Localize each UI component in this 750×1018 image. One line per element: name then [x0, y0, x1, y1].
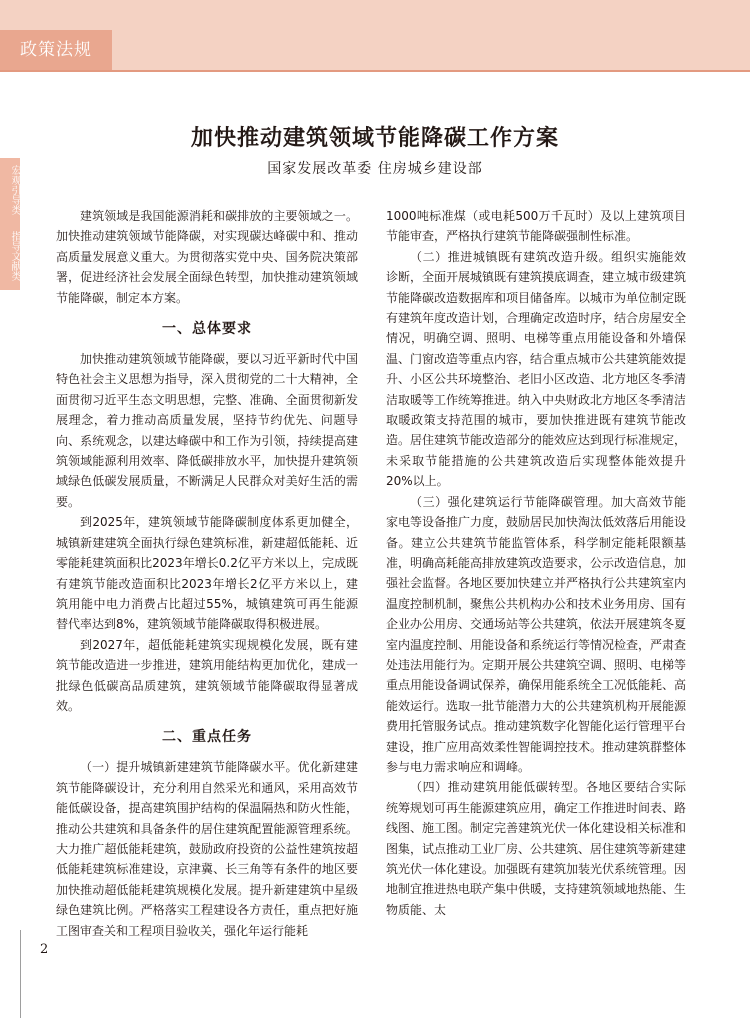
task-3-lead: （三）强化建筑运行节能降碳管理。	[410, 494, 612, 509]
section-label[interactable]: 政策法规	[0, 30, 112, 70]
task-1-lead: （一）提升城镇新建建筑节能降碳水平。	[80, 760, 298, 775]
task-4-paragraph	[386, 777, 686, 920]
task-2-body: 组织实施能效诊断，全面开展城镇既有建筑摸底调查，建立城市级建筑节能降碳改造数据库和项目储备库。以城市为单位制定既有建筑年度改造计划，合理确定改造时序，结合房屋安全情况，明确空调、照明、电梯等重点用能设备和外墙保温、门窗改造等重点内容，结合重点城市公共建筑能效提升、小区公共环境整治、老旧小区改造、北方地区冬季清洁取暖等工作统筹推进。纳入中央财政北方地区冬季清洁取暖政策支持范围的城市，要加快推进既有建筑节能改造。居住建筑节能改造部分的能效应达到现行标准规定，未采取节能措施的公共建筑改造后实现整体能效提升20%以上。	[386, 249, 686, 489]
side-tab-macro[interactable]: 宏观引导类	[0, 158, 20, 222]
task-1-continuation: 1000吨标准煤（或电耗500万千瓦时）及以上建筑项目节能审查，严格执行建筑节能降碳强制性标准。	[386, 209, 686, 244]
task-1-paragraph	[56, 757, 358, 941]
intro-paragraph: 建筑领域是我国能源消耗和碳排放的主要领域之一。加快推动建筑领域节能降碳，对实现碳达峰碳中和、推动高质量发展意义重大。为贯彻落实党中央、国务院决策部署，促进经济社会发展全面绿色转型，加快推动建筑领域节能降碳，制定本方案。	[56, 209, 358, 305]
task-4-body: 各地区要结合实际统筹规划可再生能源建筑应用，确定工作推进时间表、路线图、施工图。制定完善建筑光伏一体化建设相关标准和图集，试点推动工业厂房、公共建筑、居住建筑等新建建筑光伏一体化建设。加强既有建筑加装光伏系统管理。因地制宜推进热电联产集中供暖，支持建筑领域地热能、生物质能、太	[386, 780, 686, 917]
footer-rule	[20, 930, 21, 1018]
section-heading-tasks: 二、重点任务	[162, 729, 252, 746]
section-heading-general: 一、总体要求	[162, 321, 252, 338]
general-paragraph-1: 加快推动建筑领域节能降碳，要以习近平新时代中国特色社会主义思想为指导，深入贯彻党的二十大精神，全面贯彻习近平生态文明思想，完整、准确、全面贯彻新发展理念，着力推动高质量发展，坚持节约优先、问题导向、系统观念，以建达峰碳中和工作为引领，持续提高建筑领域能源利用效率、降低碳排放水平，加快提升建筑领域绿色低碳发展质量，不断满足人民群众对美好生活的需要。	[56, 352, 358, 509]
left-column	[56, 206, 358, 941]
task-2-paragraph	[386, 247, 686, 492]
general-paragraph-2: 到2025年，建筑领域节能降碳制度体系更加健全，城镇新建建筑全面执行绿色建筑标准，新建超低能耗、近零能耗建筑面积比2023年增长0.2亿平方米以上，完成既有建筑节能改造面积比2023年增长2亿平方米以上，建筑用能中电力消费占比超过55%，城镇建筑可再生能源替代率达到8%，建筑领域节能降碳取得积极进展。	[56, 515, 358, 632]
task-4-lead: （四）推动建筑用能低碳转型。	[410, 780, 586, 795]
header-divider	[0, 70, 750, 72]
page-number: 2	[40, 942, 49, 957]
side-tab-guidance[interactable]: 指导文献类	[0, 222, 20, 290]
general-paragraph-3: 到2027年，超低能耗建筑实现规模化发展，既有建筑节能改造进一步推进，建筑用能结构更加优化，建成一批绿色低碳高品质建筑，建筑领域节能降碳取得显著成效。	[56, 637, 358, 713]
article-title: 加快推动建筑领域节能降碳工作方案	[190, 124, 559, 151]
task-2-lead: （二）推进城镇既有建筑改造升级。	[410, 249, 612, 264]
right-column	[386, 206, 686, 941]
task-3-paragraph	[386, 492, 686, 778]
article-authors: 国家发展改革委 住房城乡建设部	[267, 161, 483, 177]
task-3-body: 加大高效节能家电等设备推广力度，鼓励居民加快淘汰低效落后用能设备。建立公共建筑节能监管体系，科学制定能耗限额基准，明确高耗能高排放建筑改造要求，公示改造信息，加强社会监督。各地区要加快建立并严格执行公共建筑室内温度控制机制，聚焦公共机构办公和技术业务用房、国有企业办公用房、交通场站等公共建筑，依法开展建筑冬夏室内温度控制、用能设备和系统运行等情况检查，严肃查处违法用能行为。定期开展公共建筑空调、照明、电梯等重点用能设备调试保养，确保用能系统全工况低能耗、高能效运行。选取一批节能潜力大的公共建筑机构开展能源费用托管服务试点。推动建筑数字化智能化运行管理平台建设，推广应用高效柔性智能调控技术。推动建筑群整体参与电力需求响应和调峰。	[386, 494, 686, 774]
header-bar	[0, 0, 750, 70]
task-1-body: 优化新建建筑节能降碳设计，充分利用自然采光和通风，采用高效节能低碳设备，提高建筑围护结构的保温隔热和防火性能，推动公共建筑和具备条件的居住建筑配置能源管理系统。大力推广超低能耗建筑，鼓励政府投资的公益性建筑按超低能耗建筑标准建设，京津冀、长三角等有条件的地区要加快推动超低能耗建筑规模化发展。提升新建建筑中星级绿色建筑比例。严格落实工程建设各方责任，重点把好施工图审查关和工程项目验收关，强化年运行能耗	[56, 760, 358, 938]
